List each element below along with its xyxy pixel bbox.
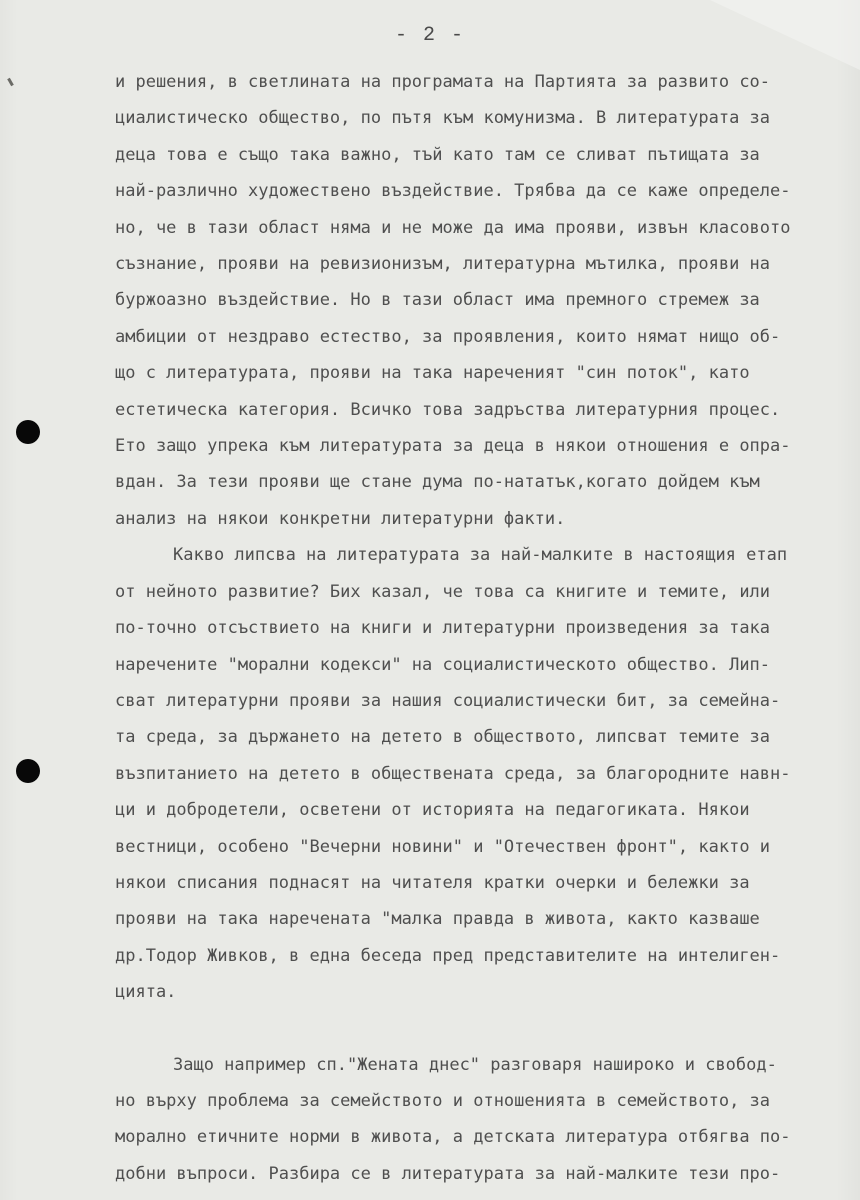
text-line: най-различно художествено въздействие. Трябва да се каже определе- <box>115 181 791 202</box>
text-line: деца това е също така важно, тъй като там се сливат пътищата за <box>115 144 760 165</box>
text-line: наречените "морални кодекси" на социалистическото общество. Лип- <box>115 654 771 675</box>
text-line: и решения, в светлината на програмата на Партията за развито со- <box>115 72 771 92</box>
text-line: от нейното развитие? Бих казал, че това са книгите и темите, или <box>115 581 771 602</box>
text-line: анализ на някои конкретни литературни факти. <box>115 508 566 529</box>
text-line: съзнание, прояви на ревизионизъм, литературна мътилка, прояви на <box>115 254 771 275</box>
text-line: буржоазно въздействие. Но в тази област има премного стремеж за <box>115 290 760 311</box>
text-line: по-точно отсъствието на книги и литературни произведения за така <box>115 618 771 639</box>
pencil-mark <box>7 78 14 86</box>
body-text <box>115 64 845 1192</box>
page-number: - 2 - <box>394 24 465 47</box>
text-line: възпитанието на детето в обществената среда, за благородните навн- <box>115 763 791 784</box>
paragraph-3 <box>115 1047 845 1193</box>
text-line: но върху проблема за семейството и отношенията в семейството, за <box>115 1090 771 1111</box>
text-line: ци и добродетели, осветени от историята на педагогиката. Някои <box>115 800 750 821</box>
text-line: що с литературата, прояви на така нареченият "син поток", като <box>115 363 750 384</box>
text-line: някои списания поднасят на читателя кратки очерки и бележки за <box>115 872 750 893</box>
paragraph-2 <box>115 537 845 1010</box>
text-line: циалистическо общество, по пътя към комунизма. В литературата за <box>115 108 771 129</box>
text-line: морално етичните норми в живота, а детската литература отбягва по- <box>115 1127 791 1148</box>
text-line: вдан. За тези прояви ще стане дума по-нататък,когато дойдем към <box>115 472 760 493</box>
text-line: та среда, за държането на детето в обществото, липсват темите за <box>115 727 771 748</box>
text-line: др.Тодор Живков, в една беседа пред представителите на интелиген- <box>115 945 781 966</box>
text-line: вестници, особено "Вечерни новини" и "Отечествен фронт", както и <box>115 836 771 857</box>
text-line: естетическа категория. Всичко това задръства литературния процес. <box>115 399 781 420</box>
text-line: сват литературни прояви за нашия социалистически бит, за семейна- <box>115 690 781 711</box>
text-line: но, че в тази област няма и не може да има прояви, извън класовото <box>115 217 791 238</box>
text-line: прояви на така наречената "малка правда в живота, както казваше <box>115 909 760 930</box>
punch-hole-top <box>16 420 40 444</box>
paper-corner <box>710 0 860 70</box>
punch-hole-bottom <box>16 759 40 783</box>
text-line: Защо например сп."Жената днес" разговаря нашироко и свобод- <box>173 1054 777 1075</box>
paragraph-1 <box>115 64 845 537</box>
text-line: добни въпроси. Разбира се в литературата за най-малките тези про- <box>115 1163 781 1184</box>
text-line: амбиции от нездраво естество, за проявления, които нямат нищо об- <box>115 326 781 347</box>
paragraph-gap <box>115 1011 845 1047</box>
text-line: Ето защо упрека към литературата за деца в някои отношения е опра- <box>115 436 791 457</box>
text-line: Какво липсва на литературата за най-малките в настоящия етап <box>173 545 788 566</box>
text-line: цията. <box>115 982 177 1003</box>
